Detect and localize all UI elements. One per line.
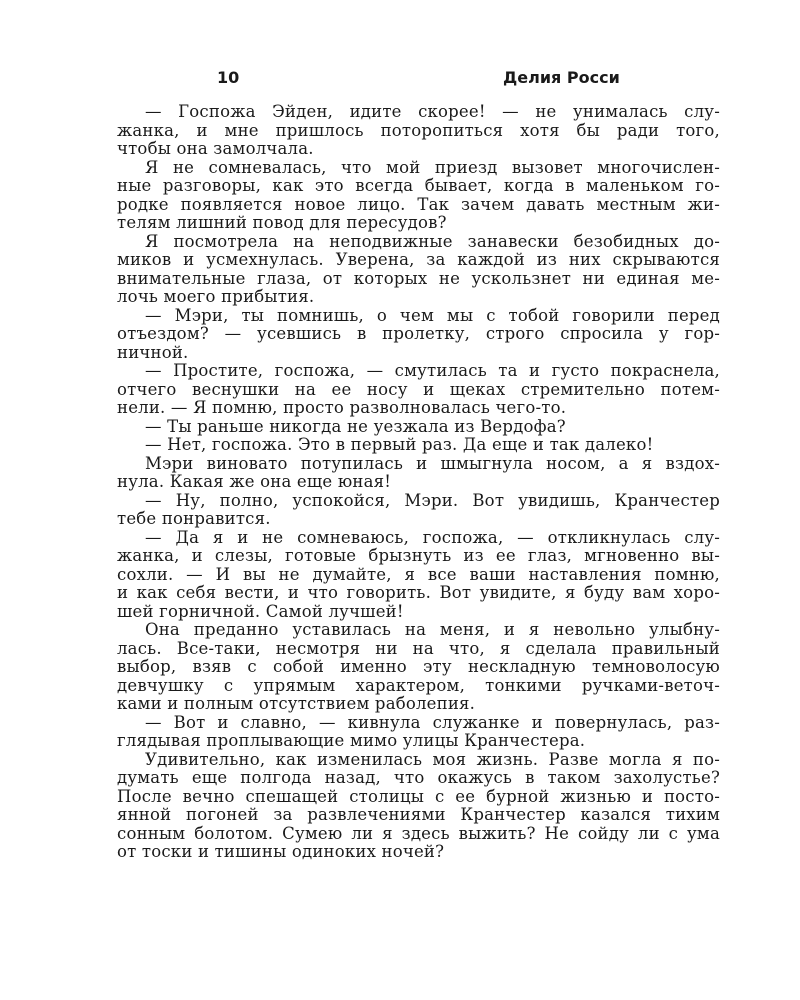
text-line: — Мэри, ты помнишь, о чем мы с тобой говорили перед [145, 306, 720, 325]
text-line: глядывая проплывающие мимо улицы Кранчестера. [117, 732, 586, 750]
text-line: и как себя вести, и что говорить. Вот увидите, я буду вам хоро- [117, 584, 720, 602]
text-line: сохли. — И вы не думайте, я все ваши наставления помню, [117, 565, 720, 584]
text-line: отъездом? — усевшись в пролетку, строго спросила у гор- [117, 325, 720, 343]
text-line: После вечно спешащей столицы с ее бурной жизнью и посто- [117, 787, 720, 806]
text-line: — Да я и не сомневаюсь, госпожа, — откликнулась слу- [145, 528, 720, 547]
text-line: миков и усмехнулась. Уверена, за каждой из них скрываются [117, 251, 720, 269]
text-line: ничной. [117, 343, 189, 362]
book-author: Делия Росси [503, 68, 620, 87]
text-line: нели. — Я помню, просто разволновалась чего-то. [117, 399, 567, 417]
text-line: отчего веснушки на ее носу и щеках стремительно потем- [117, 380, 720, 399]
text-line: — Ты раньше никогда не уезжала из Вердофа? [145, 417, 566, 436]
text-line: лочь моего прибытия. [117, 288, 315, 306]
body-text [117, 103, 720, 862]
text-line: сонным болотом. Сумею ли я здесь выжить? Не сойду ли с ума [117, 824, 720, 843]
page-number: 10 [217, 68, 240, 87]
text-line: родке появляется новое лицо. Так зачем давать местным жи- [117, 195, 720, 214]
text-line: — Госпожа Эйден, идите скорее! — не унималась слу- [145, 103, 720, 121]
text-line: — Нет, госпожа. Это в первый раз. Да еще и так далеко! [145, 436, 654, 454]
text-line: ками и полным отсутствием раболепия. [117, 695, 476, 713]
text-line: нула. Какая же она еще юная! [117, 473, 392, 491]
running-head [117, 68, 720, 92]
text-line: тебе понравится. [117, 510, 271, 528]
text-line: думать еще полгода назад, что окажусь в таком захолустье? [117, 769, 720, 787]
text-line: шей горничной. Самой лучшей! [117, 602, 404, 621]
text-line: выбор, взяв с собой именно эту нескладную темноволосую [117, 658, 720, 676]
text-line: — Простите, госпожа, — смутилась та и густо покраснела, [145, 362, 720, 380]
text-line: Удивительно, как изменилась моя жизнь. Разве могла я по- [145, 750, 720, 769]
text-line: Она преданно уставилась на меня, и я невольно улыбну- [145, 621, 720, 639]
text-line: внимательные глаза, от которых не ускользнет ни единая ме- [117, 269, 720, 288]
text-line: — Ну, полно, успокойся, Мэри. Вот увидишь, Кранчестер [145, 491, 720, 510]
text-line: Мэри виновато потупилась и шмыгнула носом, а я вздох- [145, 454, 720, 473]
text-line: Я не сомневалась, что мой приезд вызовет многочислен- [145, 158, 720, 177]
text-line: чтобы она замолчала. [117, 140, 314, 158]
text-line: от тоски и тишины одиноких ночей? [117, 843, 445, 861]
text-line: — Вот и славно, — кивнула служанке и повернулась, раз- [145, 713, 720, 732]
text-line: телям лишний повод для пересудов? [117, 214, 447, 232]
text-line: ные разговоры, как это всегда бывает, когда в маленьком го- [117, 177, 720, 195]
text-line: жанка, и мне пришлось поторопиться хотя бы ради того, [117, 121, 720, 140]
text-line: янной погоней за развлечениями Кранчестер казался тихим [117, 806, 720, 824]
text-line: Я посмотрела на неподвижные занавески безобидных до- [145, 232, 720, 251]
text-line: жанка, и слезы, готовые брызнуть из ее глаз, мгновенно вы- [117, 547, 720, 565]
text-line: девчушку с упрямым характером, тонкими ручками-веточ- [117, 676, 720, 695]
text-line: лась. Все-таки, несмотря ни на что, я сделала правильный [117, 639, 720, 658]
